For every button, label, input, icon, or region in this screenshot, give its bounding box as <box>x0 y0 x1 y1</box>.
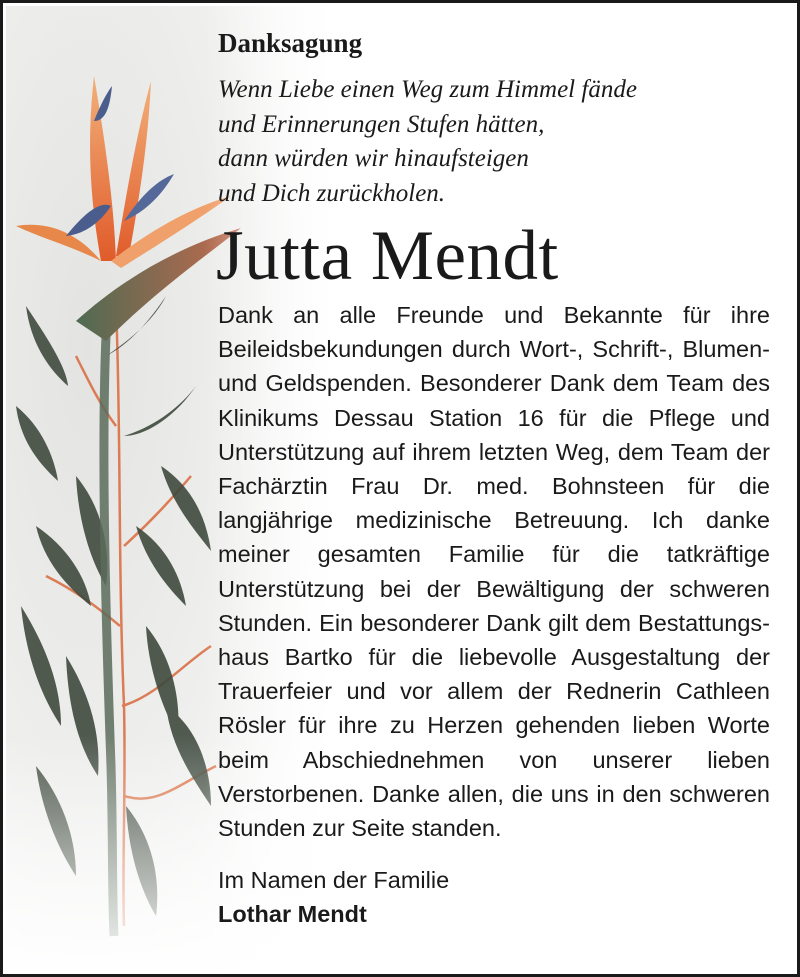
deceased-name: Jutta Mendt <box>216 217 559 295</box>
poem-line: Wenn Liebe einen Weg zum Himmel fände <box>218 76 637 103</box>
poem-line: und Dich zurückholen. <box>218 179 446 207</box>
thank-you-text: Dank an alle Freunde und Bekannte für ihre Beileidsbekundungen durch Wort-, Schrift-, Blumen- und Geldspenden. Besonderer Dank dem Team des Klinikums Dessau Station 16 für die Pflege und Unterstützung auf ihrem letzten Weg, dem Team der Fachärztin Frau Dr. med. Bohnsteen für die langjährige medizinische Betreuung. Ich danke meiner gesamten Familie für die tatkräftige Unterstützung bei der Bewältigung der schweren Stunden. Ein besonderer Dank gilt dem Bestattungshaus Bartko für die liebevolle Ausgestaltung der Trauerfeier und vor allem der Rednerin Cathleen Rösler für ihre zu Herzen gehenden lieben Worte beim Abschiednehmen von unserer lieben Verstorbenen. Danke allen, die uns in den schweren Stunden zur Seite standen. <box>218 302 770 842</box>
signer-name: Lothar Mendt <box>218 901 367 928</box>
poem-line: dann würden wir hinaufsteigen <box>218 145 529 172</box>
signature-block <box>218 863 770 931</box>
signoff-line: Im Namen der Familie <box>218 867 450 894</box>
memorial-poem <box>218 73 770 211</box>
poem-line: und Erinnerungen Stufen hätten, <box>218 110 545 138</box>
notice-heading: Danksagung <box>218 28 363 58</box>
obituary-content <box>218 23 770 931</box>
